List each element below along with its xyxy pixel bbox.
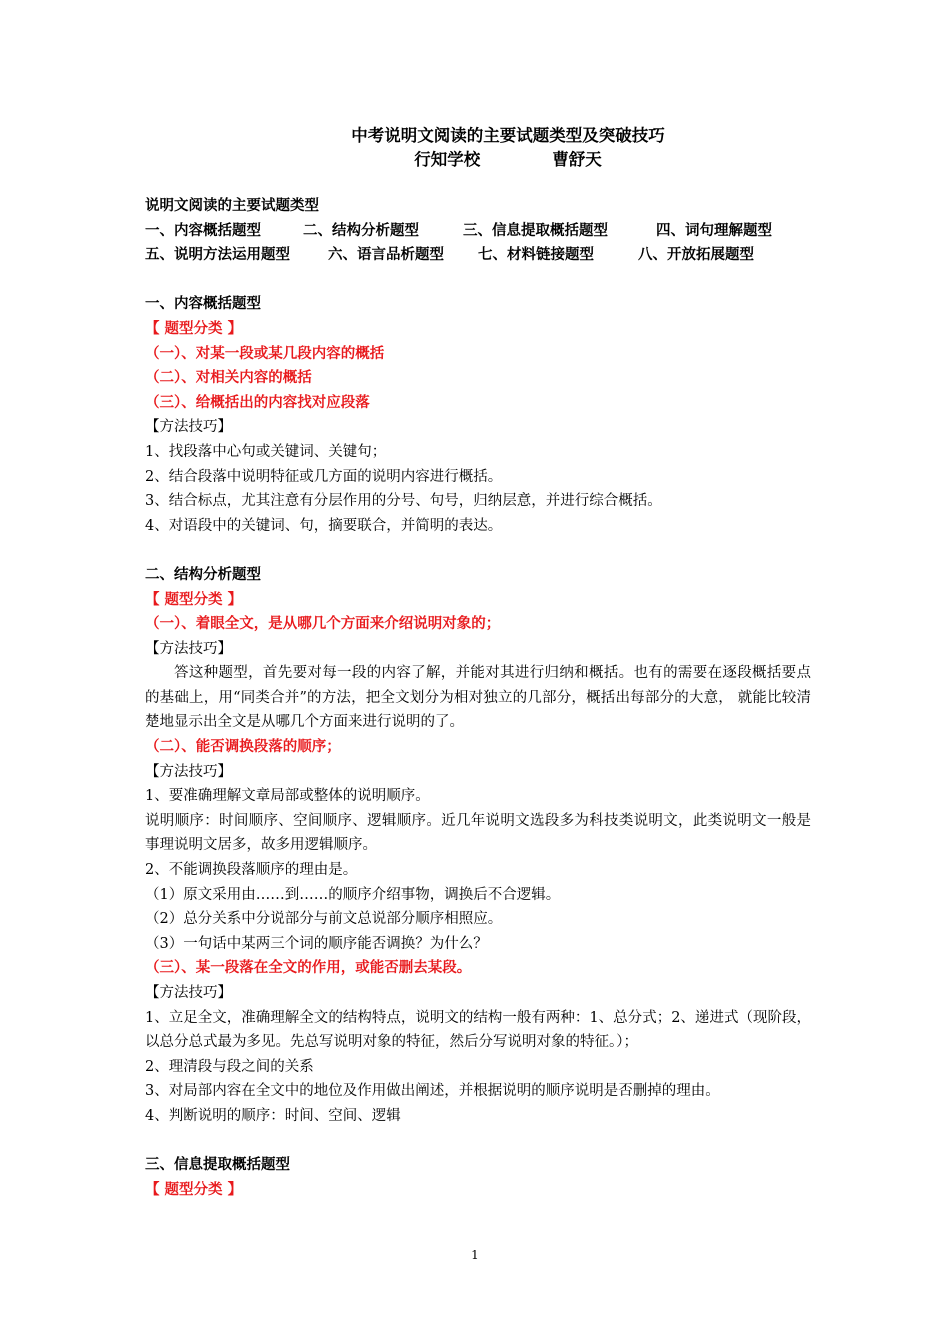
section-2-sub-1: （一）、着眼全文，是从哪几个方面来介绍说明对象的；: [145, 616, 501, 633]
type-item: 四、词句理解题型: [656, 222, 772, 239]
type-item: 三、信息提取概括题型: [463, 222, 608, 239]
section-2-reason: （3）一句话中某两三个词的顺序能否调换？为什么？: [145, 935, 488, 952]
section-2-classify: 【 题型分类 】: [145, 591, 243, 608]
section-1-sub-1: （一）、对某一段或某几段内容的概括: [145, 345, 385, 362]
section-2-tip: 4、判断说明的顺序：时间、空间、逻辑: [145, 1107, 401, 1124]
section-2-method-1: 【方法技巧】: [145, 640, 232, 657]
section-1-tip: 4、对语段中的关键词、句，摘要联合，并简明的表达。: [145, 517, 503, 534]
section-2-tip: 1、要准确理解文章局部或整体的说明顺序。: [145, 788, 430, 805]
type-item: 六、语言品析题型: [328, 247, 444, 264]
type-item: 二、结构分析题型: [303, 222, 419, 239]
section-2-sub-3: （三）、某一段落在全文的作用，或能否删去某段。: [145, 960, 472, 977]
document-title: 中考说明文阅读的主要试题类型及突破技巧: [351, 126, 665, 145]
section-2-tip: 1、立足全文，准确理解全文的结构特点，说明文的结构一般有两种：1、总分式；2、递进式（现阶段，以总分总式最为多见。先总写说明对象的特征，然后分写说明对象的特征。）；: [145, 1009, 811, 1051]
section-2-reason: （1）原文采用由……到……的顺序介绍事物，调换后不合逻辑。: [145, 886, 561, 903]
author-school: 行知学校: [414, 150, 481, 169]
section-2-tip: 2、不能调换段落顺序的理由是。: [145, 862, 358, 879]
page-number: 1: [471, 1248, 479, 1262]
section-1-tip: 1、找段落中心句或关键词、关键句；: [145, 443, 387, 460]
type-item: 八、开放拓展题型: [638, 247, 754, 264]
section-1-method: 【方法技巧】: [145, 419, 232, 436]
section-2-method-2: 【方法技巧】: [145, 763, 232, 780]
section-1-tip: 3、结合标点，尤其注意有分层作用的分号、句号，归纳层意，并进行综合概括。: [145, 493, 662, 510]
author-line: [145, 148, 811, 172]
type-item: 五、说明方法运用题型: [145, 247, 290, 264]
section-1-tip: 2、结合段落中说明特征或几方面的说明内容进行概括。: [145, 468, 503, 485]
section-2-reason: （2）总分关系中分说部分与前文总说部分顺序相照应。: [145, 911, 503, 928]
section-2-sub-2: （二）、能否调换段落的顺序；: [145, 739, 341, 756]
section-2-method-3: 【方法技巧】: [145, 985, 232, 1001]
section-2-tip: 3、对局部内容在全文中的地位及作用做出阐述，并根据说明的顺序说明是否删掉的理由。: [145, 1083, 720, 1100]
section-2-heading: 二、结构分析题型: [145, 566, 261, 583]
section-2-paragraph: 答这种题型，首先要对每一段的内容了解，并能对其进行归纳和概括。也有的需要在逐段概括要点的基础上，用“同类合并”的方法，把全文划分为相对独立的几部分，概括出每部分的大意， 就能比较清楚地显示出全文是从哪几个方面来进行说明的了。: [145, 665, 811, 731]
author-name: 曹舒天: [552, 150, 602, 169]
type-item: 一、内容概括题型: [145, 222, 261, 239]
types-row-1: [145, 219, 811, 244]
types-row-2: [145, 243, 811, 268]
section-2-tip: 说明顺序：时间顺序、空间顺序、逻辑顺序。近几年说明文选段多为科技类说明文，此类说明文一般是事理说明文居多，故多用逻辑顺序。: [145, 812, 811, 854]
type-item: 七、材料链接题型: [478, 247, 594, 264]
section-1-sub-2: （二）、对相关内容的概括: [145, 370, 312, 387]
section-2-tip: 2、理清段与段之间的关系: [145, 1058, 314, 1075]
section-1-heading: 一、内容概括题型: [145, 296, 261, 313]
section-3-classify: 【 题型分类 】: [145, 1181, 243, 1198]
section-1-classify: 【 题型分类 】: [145, 320, 243, 337]
section-3-heading: 三、信息提取概括题型: [145, 1157, 290, 1174]
document-body: [145, 124, 811, 1202]
types-heading: 说明文阅读的主要试题类型: [145, 198, 319, 214]
section-1-sub-3: （三）、给概括出的内容找对应段落: [145, 394, 370, 411]
